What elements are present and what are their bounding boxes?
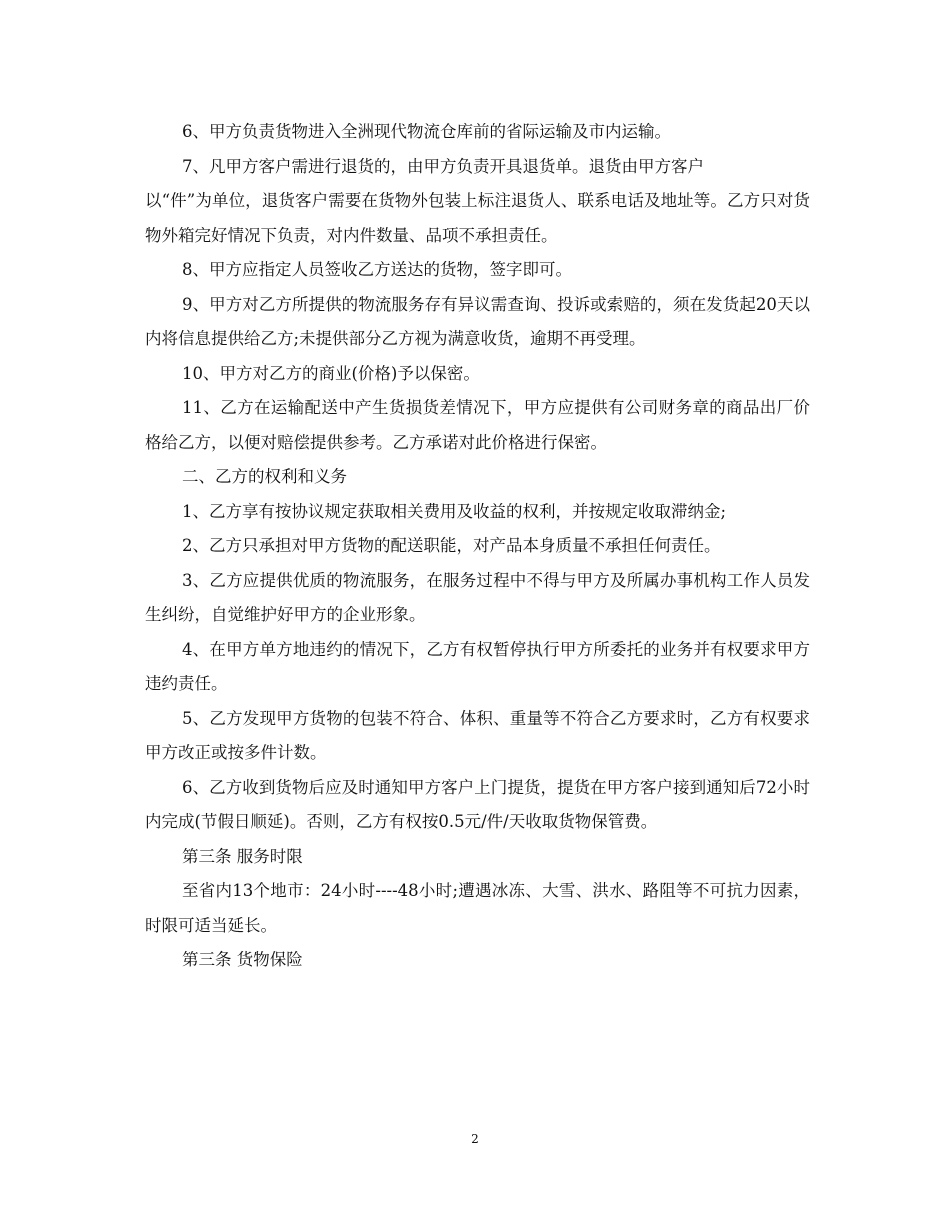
article-heading: 第三条 服务时限 — [182, 846, 303, 866]
page-number: 2 — [471, 1132, 479, 1146]
clause-paragraph: 6、甲方负责货物进入全洲现代物流仓库前的省际运输及市内运输。 — [182, 122, 671, 141]
clause-paragraph: 11、乙方在运输配送中产生货损货差情况下，甲方应提供有公司财务章的商品出厂价格给乙方，以便对赔偿提供参考。乙方承诺对此价格进行保密。 — [145, 398, 810, 452]
clause-paragraph: 4、在甲方单方地违约的情况下，乙方有权暂停执行甲方所委托的业务并有权要求甲方违约责任。 — [145, 639, 810, 693]
clause-paragraph-continuation: 以“件”为单位，退货客户需要在货物外包装上标注退货人、联系电话及地址等。乙方只对货物外箱完好情况下负责，对内件数量、品项不承担责任。 — [145, 191, 810, 245]
clause-paragraph: 至省内13个地市：24小时----48小时;遭遇冰冻、大雪、洪水、路阻等不可抗力因素，时限可适当延长。 — [145, 881, 810, 935]
document-body — [145, 115, 810, 978]
clause-paragraph: 3、乙方应提供优质的物流服务，在服务过程中不得与甲方及所属办事机构工作人员发生纠纷，自觉维护好甲方的企业形象。 — [145, 570, 810, 624]
clause-paragraph: 10、甲方对乙方的商业(价格)予以保密。 — [182, 363, 480, 383]
clause-paragraph: 2、乙方只承担对甲方货物的配送职能，对产品本身质量不承担任何责任。 — [182, 536, 721, 555]
clause-paragraph: 9、甲方对乙方所提供的物流服务存有异议需查询、投诉或索赔的，须在发货起20天以内将信息提供给乙方;未提供部分乙方视为满意收货，逾期不再受理。 — [145, 294, 810, 348]
section-heading: 二、乙方的权利和义务 — [182, 467, 347, 486]
clause-paragraph: 8、甲方应指定人员签收乙方送达的货物，签字即可。 — [182, 260, 572, 279]
article-heading: 第三条 货物保险 — [182, 950, 303, 969]
clause-paragraph: 1、乙方享有按协议规定获取相关费用及收益的权利，并按规定收取滞纳金; — [182, 501, 727, 521]
clause-paragraph: 5、乙方发现甲方货物的包装不符合、体积、重量等不符合乙方要求时，乙方有权要求甲方改正或按多件计数。 — [145, 708, 810, 762]
clause-paragraph: 6、乙方收到货物后应及时通知甲方客户上门提货，提货在甲方客户接到通知后72小时内完成(节假日顺延)。否则，乙方有权按0.5元/件/天收取货物保管费。 — [145, 777, 810, 831]
clause-paragraph: 7、凡甲方客户需进行退货的，由甲方负责开具退货单。退货由甲方客户 — [182, 156, 704, 176]
